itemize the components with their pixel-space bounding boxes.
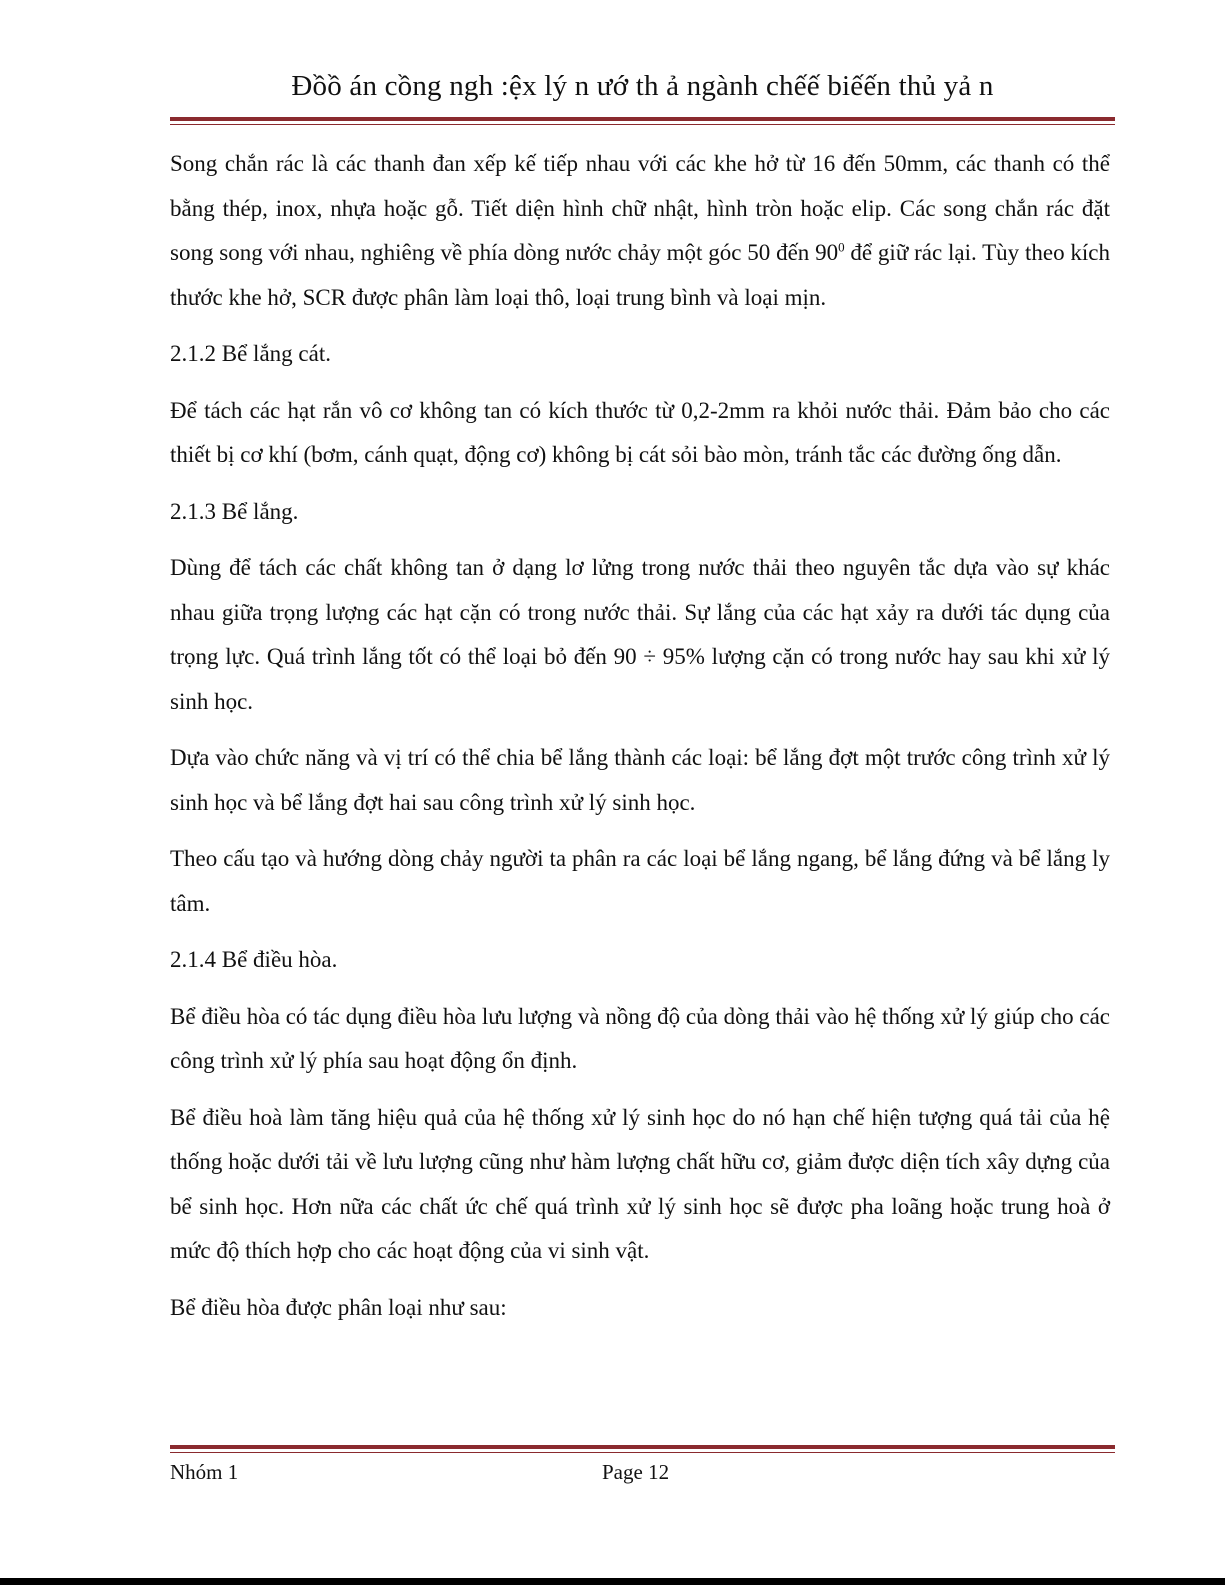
footer-rule-thin — [170, 1452, 1115, 1453]
document-body — [170, 142, 1110, 1342]
paragraph-text: Song chắn rác là các thanh đan xếp kế tiếp nhau với các khe hở từ 16 đến 50mm, các thanh có thể bằng thép, inox, nhựa hoặc gỗ. Tiết diện hình chữ nhật, hình tròn hoặc elip. Các song chắn rác đặt song song với nhau, nghiêng về phía dòng nước chảy một góc 50 đến 90 — [170, 151, 1110, 265]
paragraph-be-lang-3: Theo cấu tạo và hướng dòng chảy người ta phân ra các loại bể lắng ngang, bể lắng đứng và bể lắng ly tâm. — [170, 846, 1110, 916]
paragraph-be-dieu-hoa-3: Bể điều hòa được phân loại như sau: — [170, 1294, 507, 1320]
paragraph-be-lang-1: Dùng để tách các chất không tan ở dạng lơ lửng trong nước thải theo nguyên tắc dựa vào sự khác nhau giữa trọng lượng các hạt cặn có trong nước thải. Sự lắng của các hạt xảy ra dưới tác dụng của trọng lực. Quá trình lắng tốt có thể loại bỏ đến 90 ÷ 95% lượng cặn có trong nước hay sau khi xử lý sinh học. — [170, 555, 1110, 714]
paragraph-be-lang-cat: Để tách các hạt rắn vô cơ không tan có kích thước từ 0,2-2mm ra khỏi nước thải. Đảm bảo cho các thiết bị cơ khí (bơm, cánh quạt, động cơ) không bị cát sỏi bào mòn, tránh tắc các đường ống dẫn. — [170, 397, 1110, 467]
paragraph-be-dieu-hoa-1: Bể điều hòa có tác dụng điều hòa lưu lượng và nồng độ của dòng thải vào hệ thống xử lý giúp cho các công trình xử lý phía sau hoạt động ổn định. — [170, 1003, 1110, 1073]
header-rule-thin — [170, 124, 1115, 125]
paragraph-text-tail: để giữ rác lại. Tùy theo kích thước khe hở, SCR được phân làm loại thô, loại trung bình và loại mịn. — [170, 240, 1110, 310]
footer-rule-thick — [170, 1445, 1115, 1449]
bottom-edge-bar — [0, 1578, 1225, 1585]
paragraph-be-dieu-hoa-2: Bể điều hoà làm tăng hiệu quả của hệ thống xử lý sinh học do nó hạn chế hiện tượng quá tải của hệ thống hoặc dưới tải về lưu lượng cũng như hàm lượng chất hữu cơ, giảm được diện tích xây dựng của bể sinh học. Hơn nữa các chất ức chế quá trình xử lý sinh học sẽ được pha loãng hoặc trung hoà ở mức độ thích hợp cho các hoạt động của vi sinh vật. — [170, 1104, 1110, 1263]
section-heading-be-dieu-hoa: 2.1.4 Bể điều hòa. — [170, 947, 338, 972]
footer-group-label: Nhóm 1 — [170, 1460, 239, 1484]
page-header-title: Đồồ án cồng ngh :ệx lý n ướ th ả ngành chếế biếến thủ yả n — [291, 70, 994, 102]
footer-page-number: Page 12 — [602, 1460, 670, 1484]
section-heading-be-lang: 2.1.3 Bể lắng. — [170, 498, 299, 524]
degree-superscript: 0 — [838, 239, 845, 255]
section-heading-be-lang-cat: 2.1.2 Bể lắng cát. — [170, 341, 331, 366]
paragraph-song-chan-rac — [170, 142, 1110, 320]
header-rule-thick — [170, 117, 1115, 121]
paragraph-be-lang-2: Dựa vào chức năng và vị trí có thể chia bể lắng thành các loại: bể lắng đợt một trước công trình xử lý sinh học và bể lắng đợt hai sau công trình xử lý sinh học. — [170, 745, 1110, 815]
